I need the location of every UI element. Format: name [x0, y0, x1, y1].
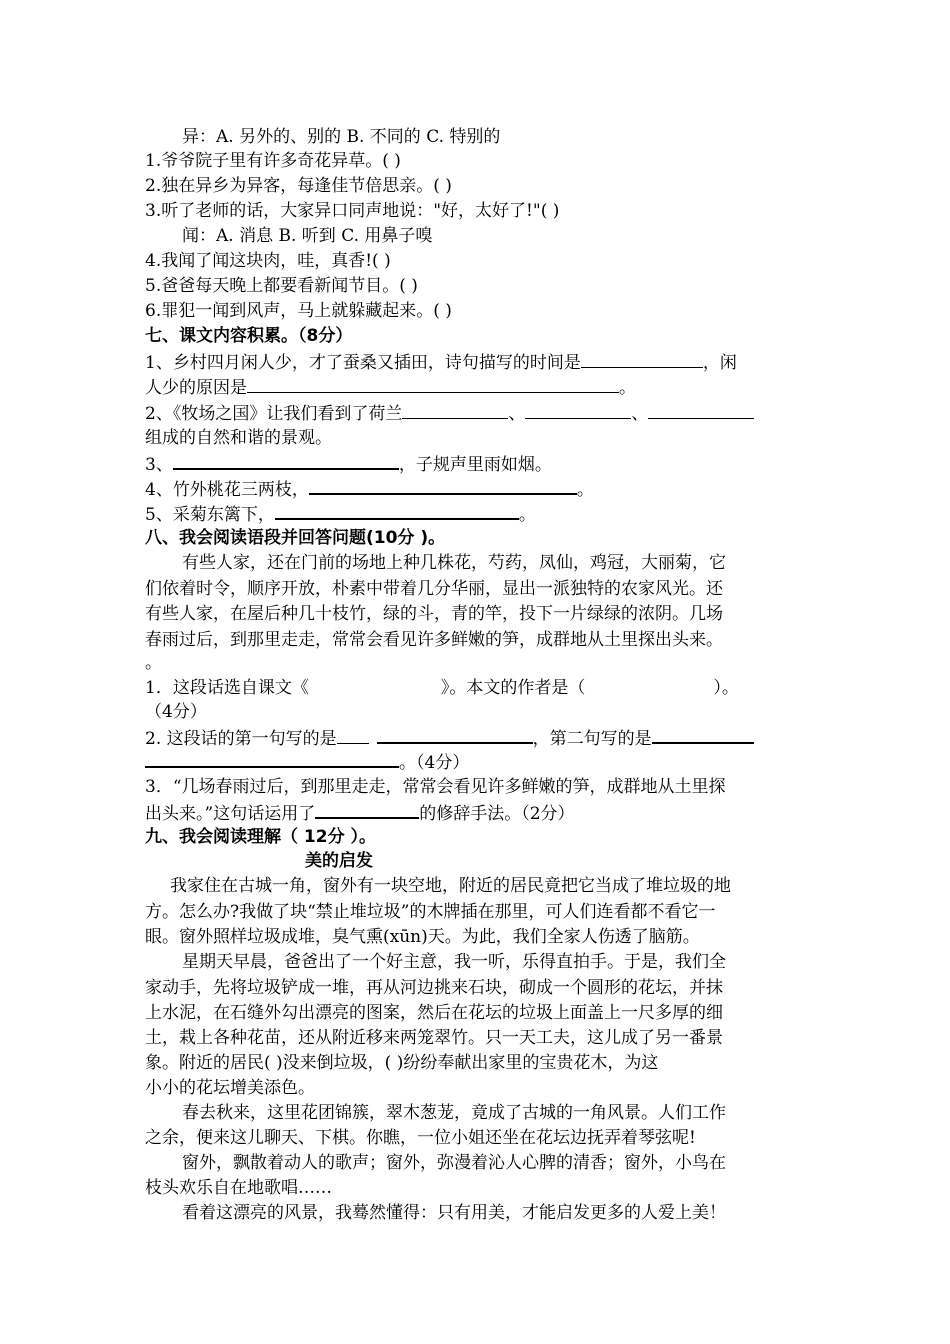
passage-8-line: 们依着时令，顺序开放，朴素中带着几分华丽，显出一派独特的农家风光。还 [145, 579, 723, 599]
answer-blank[interactable] [337, 725, 369, 744]
question-7-1-line1 [145, 349, 737, 375]
question-7-1-text-c: 人少的原因是 [145, 378, 247, 398]
wen-definition: 闻：A. 消息 B. 听到 C. 用鼻子嗅 [182, 226, 433, 246]
question-6-2: 2.独在异乡为异客，每逢佳节倍思亲。( ) [145, 176, 452, 196]
question-8-1-score: （4分） [145, 702, 207, 722]
article-line: 之余，便来这儿聊天、下棋。你瞧，一位小姐还坐在花坛边抚弄着琴弦呢! [145, 1128, 696, 1148]
answer-blank[interactable] [648, 400, 754, 419]
article-line: 我家住在古城一角，窗外有一块空地，附近的居民竟把它当成了堆垃圾的地 [170, 876, 731, 896]
article-line: 象。附近的居民( )没来倒垃圾，( )纷纷奉献出家里的宝贵花木，为这 [145, 1053, 659, 1073]
question-8-2-line1 [145, 724, 754, 750]
article-line: 枝头欢乐自在地歌唱…… [145, 1178, 332, 1198]
question-7-1-text-b: ，闲 [702, 353, 737, 373]
section-9-heading: 九、我会阅读理解（ 12分 ）。 [145, 827, 376, 847]
question-8-2-text: 2. 这段话的第一句写的是 [145, 729, 337, 749]
question-8-1-text-c: ）。 [713, 678, 739, 698]
answer-blank[interactable] [145, 748, 399, 768]
passage-8-line: 有些人家，还在门前的场地上种几株花，芍药，凤仙，鸡冠，大丽菊，它 [182, 553, 726, 573]
passage-8-line: 有些人家，在屋后种几十枝竹，绿的斗，青的竿，投下一片绿绿的浓阴。几场 [145, 604, 723, 624]
answer-blank[interactable] [581, 349, 703, 368]
article-line: 方。怎么办?我做了块“禁止堆垃圾”的木牌插在那里，可人们连看都不看它一 [145, 902, 716, 922]
question-7-4-text: 4、竹外桃花三两枝， [145, 480, 309, 500]
question-6-5: 5.爸爸每天晚上都要看新闻节目。( ) [145, 276, 418, 296]
section-7-heading: 七、课文内容积累。（8分） [145, 326, 353, 346]
question-7-4 [145, 475, 594, 501]
question-8-3-text-c: 的修辞手法。（2分） [419, 804, 575, 824]
answer-blank[interactable] [173, 450, 399, 470]
question-7-3 [145, 450, 552, 476]
article-line: 窗外，飘散着动人的歌声；窗外，弥漫着沁人心脾的清香；窗外，小鸟在 [182, 1153, 726, 1173]
question-6-3: 3.听了老师的话，大家异口同声地说："好，太好了!"( ) [145, 201, 560, 221]
question-7-2-text: 2、《牧场之国》让我们看到了荷兰 [145, 404, 403, 424]
question-7-5-text-b: 。 [518, 505, 536, 525]
article-line: 上水泥，在石缝外勾出漂亮的图案，然后在花坛的垃圾上面盖上一尺多厚的细 [145, 1003, 723, 1023]
question-7-3-text: 3、 [145, 455, 173, 475]
answer-blank[interactable] [247, 374, 619, 393]
article-title: 美的启发 [305, 851, 373, 871]
question-7-5 [145, 500, 536, 526]
question-8-1 [145, 675, 739, 701]
question-7-1-line2 [145, 374, 636, 400]
answer-blank[interactable] [402, 400, 508, 419]
question-8-3-text: 出头来。”这句话运用了 [145, 804, 316, 824]
question-6-1: 1.爷爷院子里有许多奇花异草。( ) [145, 151, 401, 171]
section-8-heading: 八、我会阅读语段并回答问题(10分 )。 [145, 528, 446, 548]
question-7-1-text: 1、乡村四月闲人少，才了蚕桑又插田，诗句描写的时间是 [145, 353, 581, 373]
answer-blank[interactable] [275, 500, 519, 520]
passage-8-line: 。 [145, 653, 162, 673]
question-7-1-text-d: 。 [619, 378, 636, 398]
answer-blank[interactable] [315, 799, 419, 819]
question-8-1-text-b: 》。本文的作者是（ [440, 678, 586, 698]
separator: 、 [508, 404, 526, 424]
answer-blank[interactable] [377, 724, 533, 744]
answer-blank[interactable] [652, 724, 754, 744]
article-line: 家动手，先将垃圾铲成一堆，再从河边挑来石块，砌成一个圆形的花坛，并抹 [145, 978, 723, 998]
separator: 、 [631, 404, 649, 424]
question-7-4-text-b: 。 [576, 480, 594, 500]
question-8-3-line1: 3．“几场春雨过后，到那里走走，常常会看见许多鲜嫩的笋，成群地从土里探 [145, 777, 726, 797]
question-7-3-text-b: ，子规声里雨如烟。 [398, 455, 552, 475]
article-line: 春去秋来，这里花团锦簇，翠木葱茏，竟成了古城的一角风景。人们工作 [182, 1103, 726, 1123]
question-6-4: 4.我闻了闻这块肉，哇，真香!( ) [145, 251, 391, 271]
article-line: 眼。窗外照样垃圾成堆，臭气熏(xūn)天。为此，我们全家人伤透了脑筋。 [145, 927, 700, 947]
article-line: 看着这漂亮的风景，我蓦然懂得：只有用美，才能启发更多的人爱上美！ [182, 1203, 726, 1223]
answer-blank[interactable] [309, 475, 577, 495]
question-8-2-text-b: ，第二句写的是 [532, 729, 652, 749]
question-8-2-line2 [145, 748, 469, 774]
question-8-2-text-c: 。（4分） [399, 753, 470, 773]
answer-blank[interactable] [525, 400, 631, 419]
yi-definition: 异：A. 另外的、别的 B. 不同的 C. 特别的 [182, 127, 501, 147]
article-line: 小小的花坛增美添色。 [145, 1078, 315, 1098]
question-8-1-text: 1．这段话选自课文《 [145, 678, 309, 698]
question-7-2-line2: 组成的自然和谐的景观。 [145, 428, 332, 448]
question-8-3-line2 [145, 799, 575, 825]
article-line: 土，栽上各种花苗，还从附近移来两笼翠竹。只一天工夫，这儿成了另一番景 [145, 1028, 723, 1048]
article-line: 星期天早晨，爸爸出了一个好主意，我一听，乐得直拍手。于是，我们全 [182, 952, 726, 972]
question-7-2-line1 [145, 400, 754, 426]
passage-8-line: 春雨过后，到那里走走，常常会看见许多鲜嫩的笋，成群地从土里探出头来。 [145, 630, 723, 650]
question-7-5-text: 5、采菊东篱下， [145, 505, 275, 525]
question-6-6: 6.罪犯一闻到风声，马上就躲藏起来。( ) [145, 301, 452, 321]
